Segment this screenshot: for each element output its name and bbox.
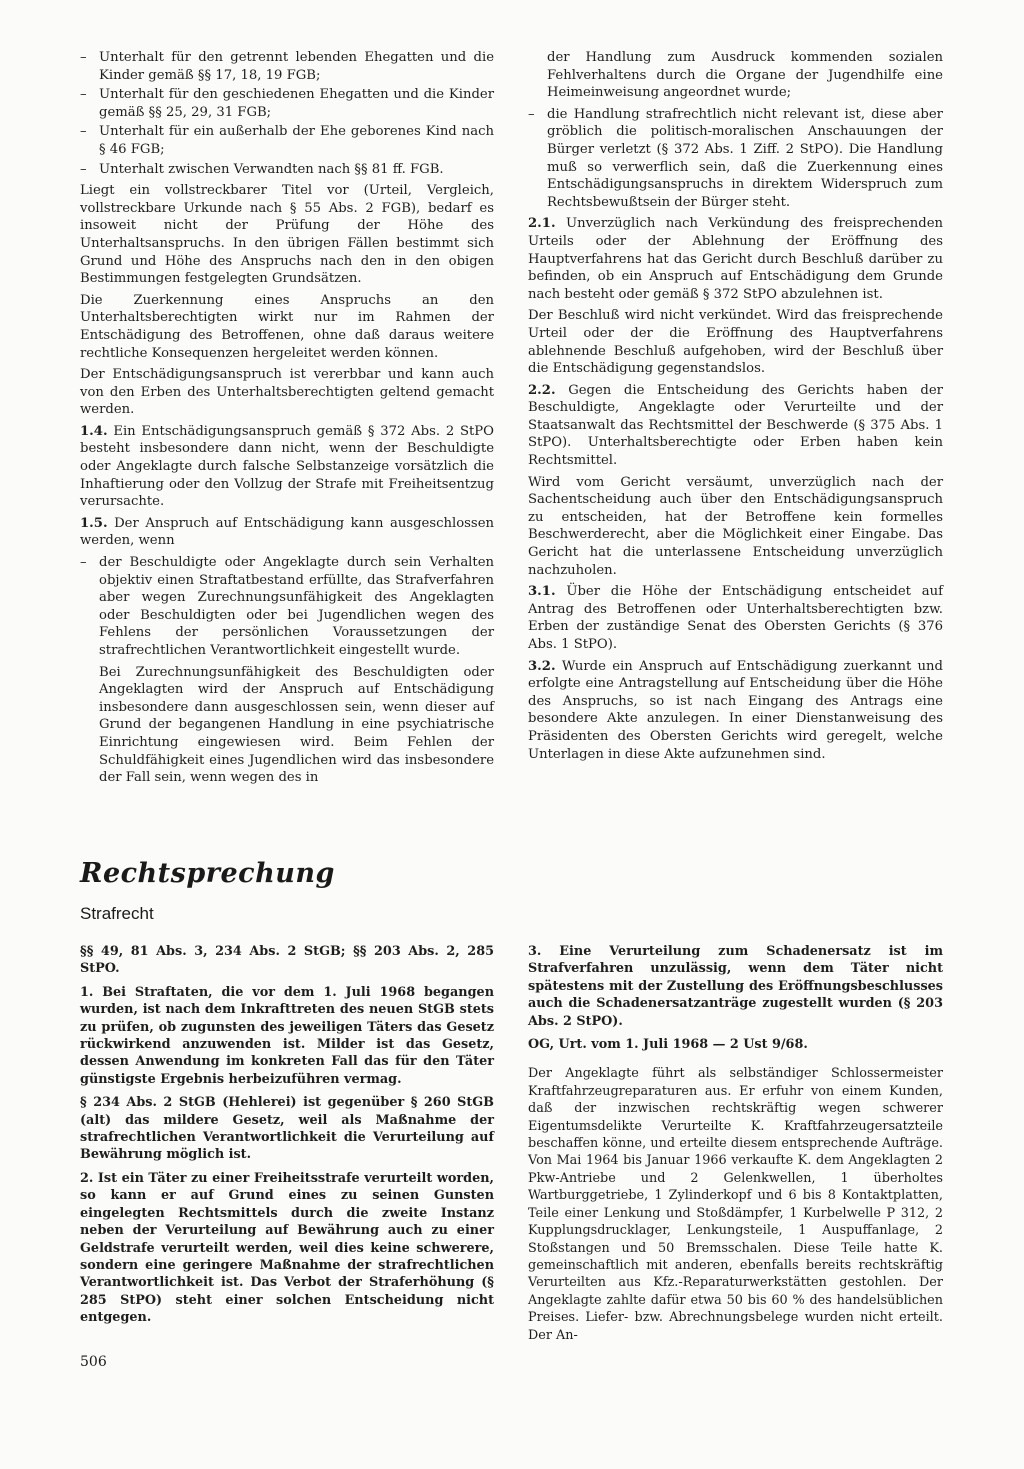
headnote-2: 2. Ist ein Täter zu einer Freiheitsstrafe verurteilt worden, so kann er auf Grund eines zu seinen Gunsten eingelegten Rechtsmittels durch die zweite Instanz neben der Verurteilung auf Bewährung auch zu einer Geldstrafe verurteilt werden, weil dies keine schwerere, sondern eine geringere Maßnahme der strafrechtlichen Verantwortlichkeit ist. Das Verbot der Straferhöhung (§ 285 StPO) steht einer solchen Entscheidung nicht entgegen.	[80, 1170, 494, 1326]
section-1-4	[80, 423, 494, 511]
headnote-1: 1. Bei Straftaten, die vor dem 1. Juli 1968 begangen wurden, ist nach dem Inkrafttreten des neuen StGB stets zu prüfen, ob zugunsten des jeweiligen Täters das Gesetz rückwirkend anzuwenden ist. Milder ist das Gesetz, dessen Anwendung im konkreten Fall das für den Täter günstigste Ergebnis herbeizuführen vermag.	[80, 984, 494, 1087]
section-number: 2.2.	[528, 382, 556, 398]
section-number: 1.4.	[80, 423, 108, 439]
list-item: – Unterhalt für den getrennt lebenden Ehegatten und die Kinder gemäß §§ 17, 18, 19 FGB;	[80, 49, 494, 84]
list-item: – der Beschuldigte oder Angeklagte durch sein Verhalten objektiv einen Straftatbestand erfüllte, das Strafverfahren aber wegen Zurechnungsunfähigkeit des Angeklagten oder Beschuldigten oder bei Jugendlichen wegen des Fehlens der persönlichen Voraussetzungen der strafrechtlichen Verantwortlichkeit eingestellt wurde.	[80, 554, 494, 660]
right-column-top	[528, 49, 943, 767]
section-text: Über die Höhe der Entschädigung entscheidet auf Antrag des Betroffenen oder Unterhaltsberechtigten bzw. Erben der zuständige Senat des Obersten Gerichts (§ 376 Abs. 1 StPO).	[528, 584, 943, 652]
section-text: Unverzüglich nach Verkündung des freisprechenden Urteils oder der Ablehnung der Eröffnung des Hauptverfahrens hat das Gericht durch Beschluß darüber zu befinden, ob ein Anspruch auf Entschädigung dem Grunde nach besteht oder gemäß § 372 StPO abzulehnen ist.	[528, 216, 943, 302]
maintenance-list	[80, 49, 494, 178]
section-number: 3.1.	[528, 584, 556, 600]
subsection-title: Strafrecht	[80, 904, 154, 923]
right-column-bottom	[528, 943, 943, 1350]
paragraph: Der Entschädigungsanspruch ist vererbbar und kann auch von den Erben des Unterhaltsberechtigten geltend gemacht werden.	[80, 367, 494, 418]
court-reference: OG, Urt. vom 1. Juli 1968 — 2 Ust 9/68.	[528, 1037, 808, 1053]
section-number: 2.1.	[528, 216, 556, 232]
left-column-bottom	[80, 943, 494, 1333]
section-text: Der Anspruch auf Entschädigung kann ausgeschlossen werden, wenn	[80, 515, 494, 549]
case-facts: Der Angeklagte führt als selbständiger Schlossermeister Kraftfahrzeugreparaturen aus. Er erfuhr von einem Kunden, daß der inzwischen rechtskräftig wegen schwerer Eigentumsdelikte Verurteilte K. Kraftfahrzeugersatzteile beschaffen könne, und erteilte diesem entsprechende Aufträge. Von Mai 1964 bis Januar 1966 verkaufte K. dem Angeklagten 2 Pkw-Antriebe und 2 Gelenkwellen, 1 überholtes Wartburggetriebe, 1 Zylinderkopf und 6 bis 8 Kontaktplatten, Teile einer Lenkung und Stoßdämpfer, 1 Kurbelwelle P 312, 2 Kupplungsdrucklager, Lenkungsteile, 1 Auspuffanlage, 2 Stoßstangen und 50 Bremsschalen. Diese Teile hatte K. gemeinschaftlich mit anderen, ebenfalls bereits rechtskräftig Verurteilten aus Kfz.-Reparaturwerkstätten gestohlen. Der Angeklagte zahlte dafür etwa 50 bis 60 % des handelsüblichen Preises. Liefer- bzw. Abrechnungsbelege wurden nicht erteilt. Der An-	[528, 1066, 943, 1343]
paragraph: Bei Zurechnungsunfähigkeit des Beschuldigten oder Angeklagten wird der Anspruch auf Entschädigung insbesondere dann ausgeschlossen sein, wenn dieser auf Grund der begangenen Handlung in eine psychiatrische Einrichtung eingewiesen wird. Beim Fehlen der Schuldfähigkeit eines Jugendlichen wird das insbesondere der Fall sein, wenn wegen des in	[99, 664, 494, 786]
headnote-1b: § 234 Abs. 2 StGB (Hehlerei) ist gegenüber § 260 StGB (alt) das mildere Gesetz, weil als Maßnahme der strafrechtlichen Verantwortlichkeit die Verurteilung auf Bewährung möglich ist.	[80, 1095, 494, 1163]
list-item: – Unterhalt für den geschiedenen Ehegatten und die Kinder gemäß §§ 25, 29, 31 FGB;	[80, 86, 494, 121]
paragraph: Liegt ein vollstreckbarer Titel vor (Urteil, Vergleich, vollstreckbare Urkunde nach § 55 Abs. 2 FGB), bedarf es insoweit nicht der Prüfung der Höhe des Unterhaltsanspruchs. In den übrigen Fällen bestimmt sich Grund und Höhe des Anspruchs nach den in den obigen Bestimmungen festgelegten Grundsätzen.	[80, 183, 494, 287]
section-number: 3.2.	[528, 658, 556, 674]
paragraph: Wird vom Gericht versäumt, unverzüglich nach der Sachentscheidung auch über den Entschädigungsanspruch zu entscheiden, hat der Betroffene kein formelles Beschwerderecht, aber die Möglichkeit einer Eingabe. Das Gericht hat die unterlassene Entscheidung unverzüglich nachzuholen.	[528, 474, 943, 578]
section-2-2	[528, 382, 943, 470]
section-2-1	[528, 215, 943, 303]
section-3-2	[528, 658, 943, 764]
paragraph: Der Beschluß wird nicht verkündet. Wird das freisprechende Urteil oder der die Eröffnung des Hauptverfahrens ablehnende Beschluß aufgehoben, wird der Beschluß über die Entschädigung gegenstandslos.	[528, 308, 943, 377]
section-text: Wurde ein Anspruch auf Entschädigung zuerkannt und erfolgte eine Antragstellung auf Entscheidung über die Höhe des Anspruchs, so ist nach Eingang des Antrags eine besondere Akte anzulegen. In einer Dienstanweisung des Präsidenten des Obersten Gerichts wird geregelt, welche Unterlagen in diese Akte aufzunehmen sind.	[528, 658, 943, 762]
paragraph: Die Zuerkennung eines Anspruchs an den Unterhaltsberechtigten wirkt nur im Rahmen der Entschädigung des Betroffenen, ohne daß daraus weitere rechtliche Konsequenzen hergeleitet werden können.	[80, 292, 494, 361]
section-title: Rechtsprechung	[80, 858, 335, 889]
list-item: – die Handlung strafrechtlich nicht relevant ist, diese aber gröblich die politisch-moralischen Anschauungen der Bürger verletzt (§ 372 Abs. 1 Ziff. 2 StPO). Die Handlung muß so verwerflich sein, daß die Zuerkennung eines Entschädigungsanspruchs in direktem Widerspruch zum Rechtsbewußtsein der Bürger steht.	[528, 106, 943, 212]
exclusion-list	[80, 554, 494, 660]
exclusion-list-continued	[528, 106, 943, 212]
section-3-1	[528, 583, 943, 653]
section-1-5	[80, 515, 494, 550]
section-text: Gegen die Entscheidung des Gerichts haben der Beschuldigte, Angeklagte oder Verurteilte und der Staatsanwalt das Rechtsmittel der Beschwerde (§ 375 Abs. 1 StPO). Unterhaltsberechtigte oder Erben haben kein Rechtsmittel.	[528, 382, 943, 469]
legal-citation: §§ 49, 81 Abs. 3, 234 Abs. 2 StGB; §§ 203 Abs. 2, 285 StPO.	[80, 944, 494, 977]
page-number: 506	[80, 1354, 107, 1370]
paragraph: der Handlung zum Ausdruck kommenden sozialen Fehlverhaltens durch die Organe der Jugendhilfe eine Heimeinweisung angeordnet wurde;	[547, 50, 943, 101]
section-number: 1.5.	[80, 515, 108, 531]
list-item: – Unterhalt für ein außerhalb der Ehe geborenes Kind nach § 46 FGB;	[80, 123, 494, 158]
list-item: – Unterhalt zwischen Verwandten nach §§ 81 ff. FGB.	[80, 161, 494, 179]
headnote-3: 3. Eine Verurteilung zum Schadenersatz ist im Strafverfahren unzulässig, wenn dem Täter nicht spätestens mit der Zustellung des Eröffnungsbeschlusses auch die Schadenersatzanträge zugestellt wurden (§ 203 Abs. 2 StPO).	[528, 944, 943, 1029]
left-column-top	[80, 49, 494, 791]
section-text: Ein Entschädigungsanspruch gemäß § 372 Abs. 2 StPO besteht insbesondere dann nicht, wenn der Beschuldigte oder Angeklagte durch falsche Selbstanzeige vorsätzlich die Inhaftierung oder den Vollzug der Strafe mit Freiheitsentzug verursachte.	[80, 423, 494, 510]
